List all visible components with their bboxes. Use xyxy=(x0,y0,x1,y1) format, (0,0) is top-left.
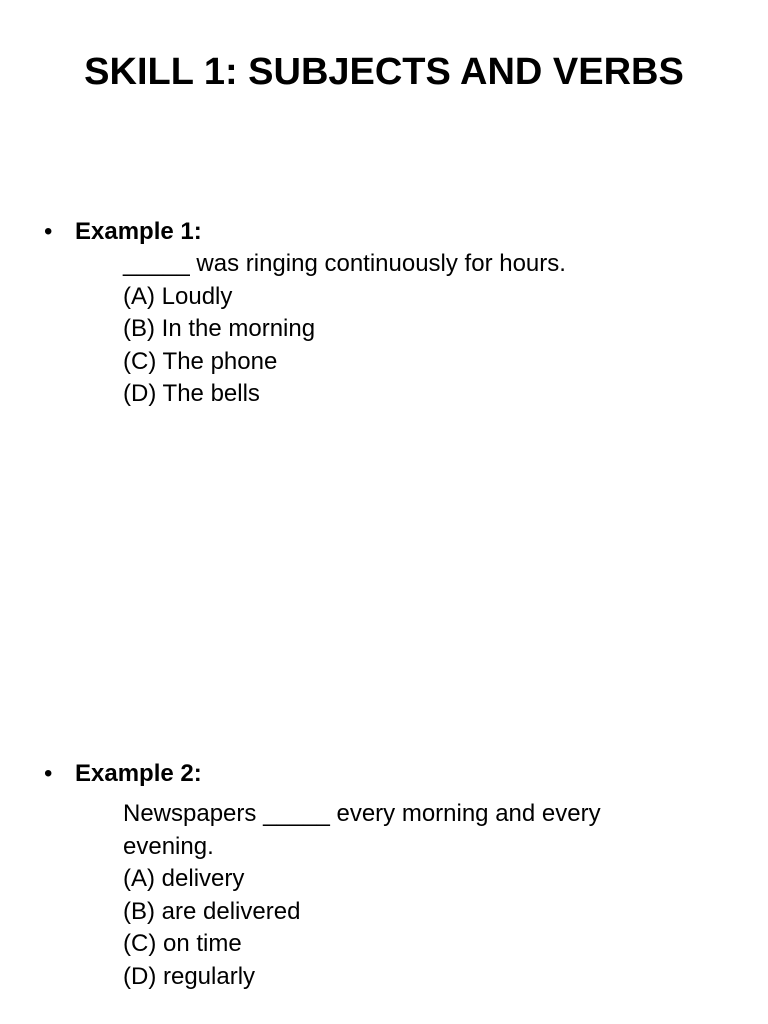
example-1-option-b: (B) In the morning xyxy=(123,315,316,343)
bullet-icon: • xyxy=(44,760,53,787)
example-2-option-c: (C) on time xyxy=(123,930,242,958)
example-1-option-a: (A) Loudly xyxy=(123,282,233,310)
example-2-option-a: (A) delivery xyxy=(123,865,245,893)
example-2-header xyxy=(44,758,724,790)
example-1-body xyxy=(123,248,643,411)
example-2-body xyxy=(123,798,643,994)
example-2-prompt: Newspapers _____ every morning and every evening. xyxy=(123,800,601,860)
example-1-label: Example 1: xyxy=(75,218,202,245)
example-1 xyxy=(44,216,724,411)
page-title: SKILL 1: SUBJECTS AND VERBS xyxy=(84,51,684,93)
example-2-label: Example 2: xyxy=(75,760,202,787)
example-1-option-c: (C) The phone xyxy=(123,347,278,375)
example-2 xyxy=(44,758,724,994)
bullet-icon: • xyxy=(44,218,53,245)
example-2-option-d: (D) regularly xyxy=(123,962,256,990)
example-1-prompt: _____ was ringing continuously for hours. xyxy=(123,250,566,277)
example-1-header xyxy=(44,216,724,248)
example-2-option-b: (B) are delivered xyxy=(123,897,301,925)
example-1-option-d: (D) The bells xyxy=(123,380,260,408)
